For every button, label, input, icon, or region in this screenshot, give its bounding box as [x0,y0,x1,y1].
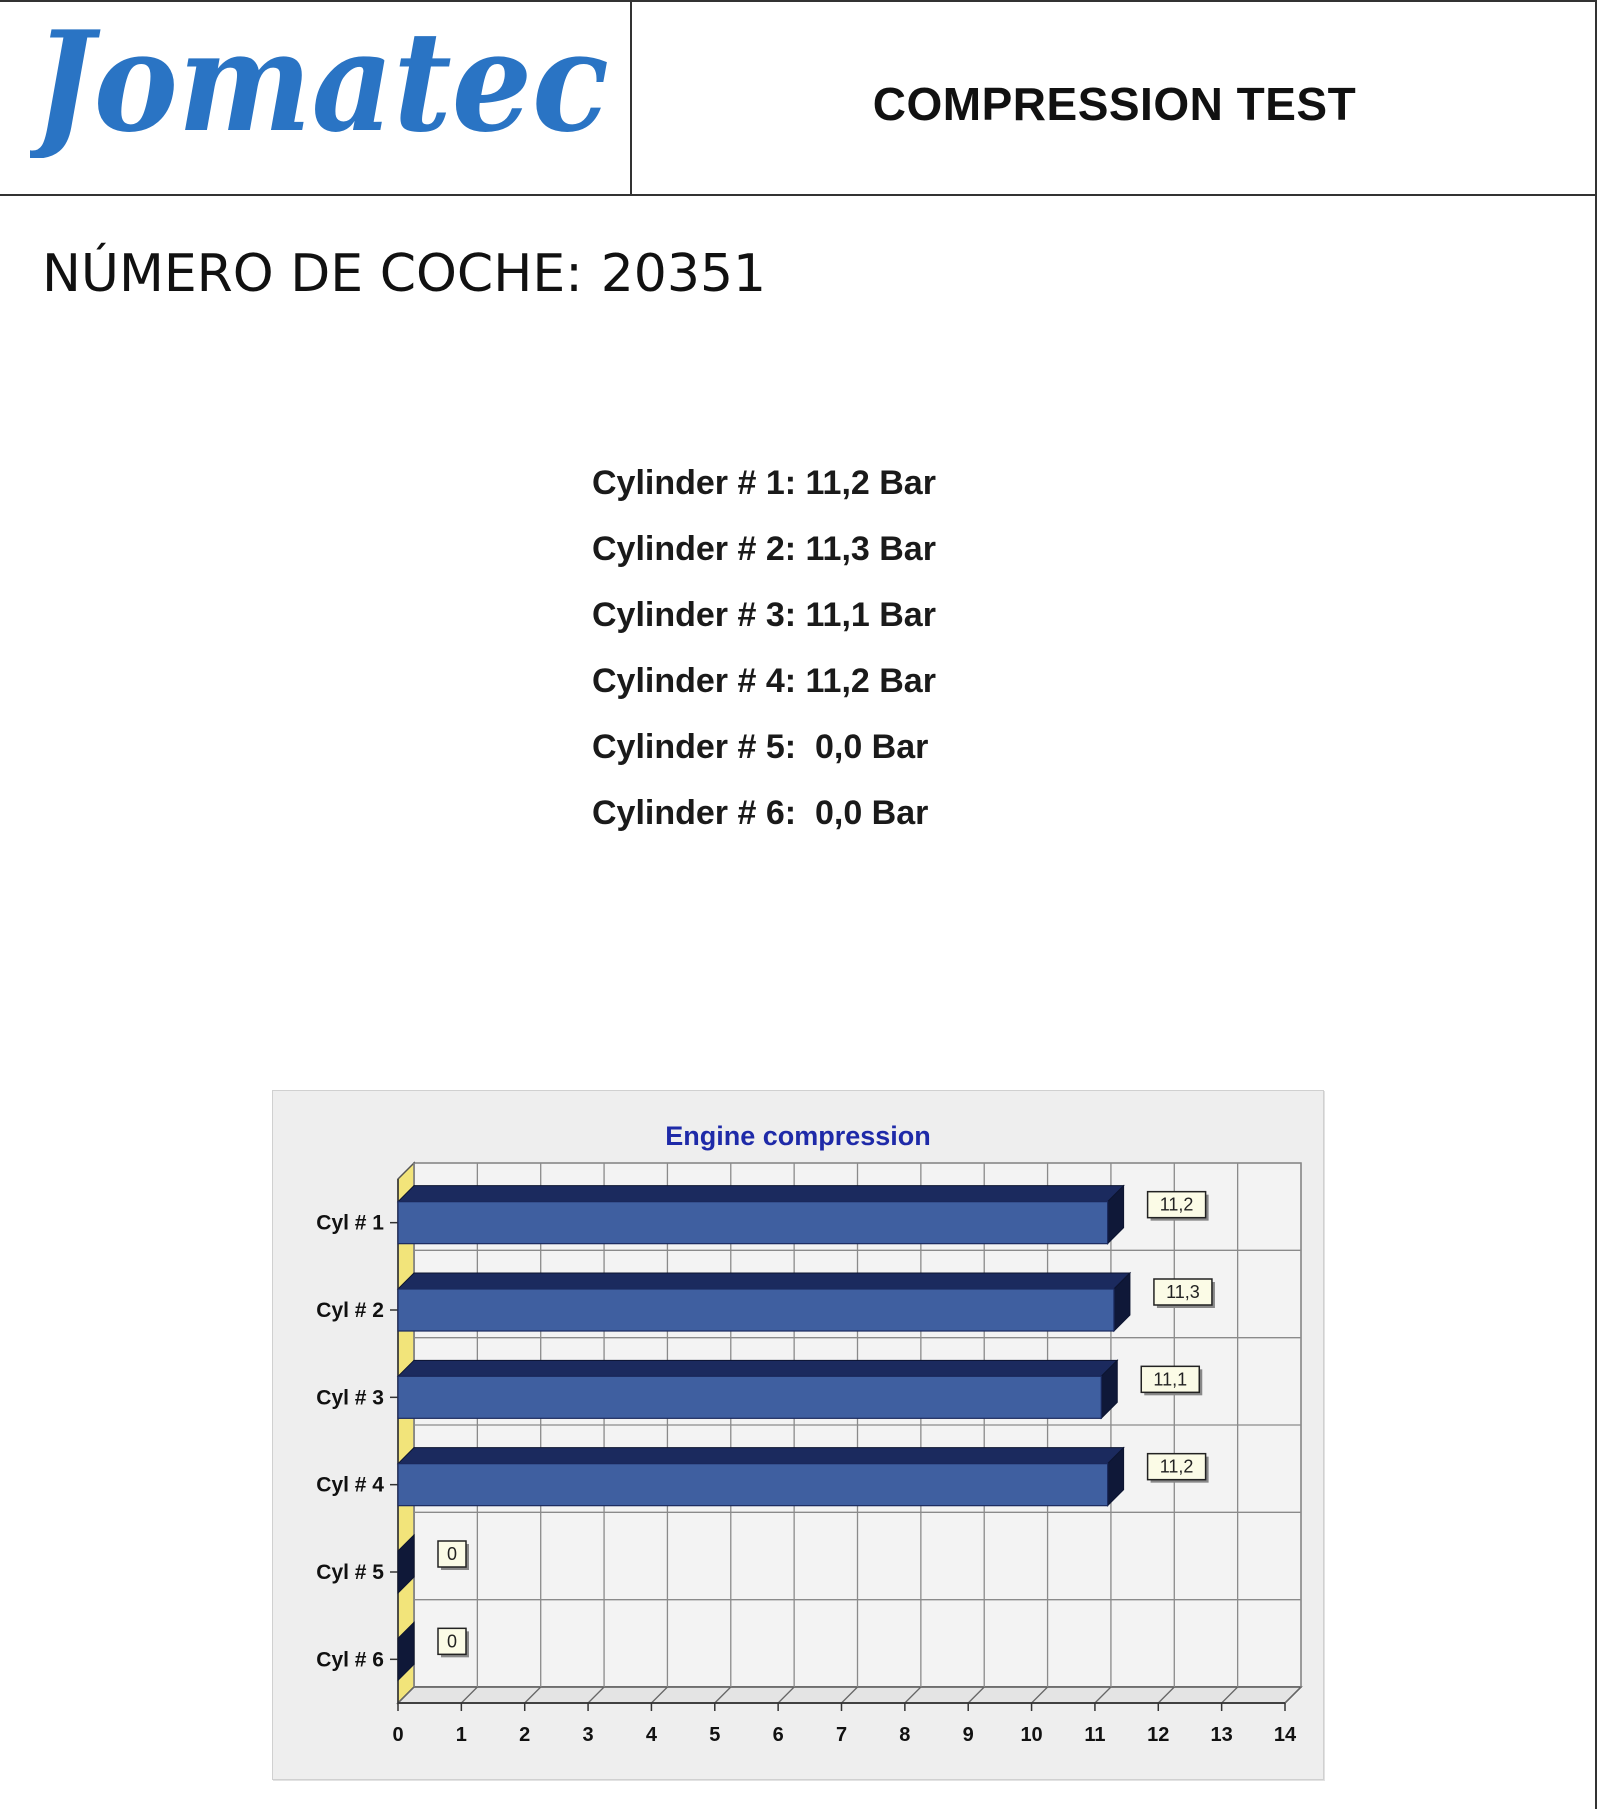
logo-wordmark: Jomatec [30,8,609,158]
x-tick-label: 4 [645,1724,657,1746]
car-number-line [42,244,766,304]
chart-title: Engine compression [665,1121,931,1151]
bar [398,1464,1108,1506]
value-label: 11,2 [1159,1456,1194,1477]
bar-top [398,1186,1124,1202]
x-tick-label: 10 [1020,1724,1043,1746]
cylinder-reading: Cylinder # 2: 11,3 Bar [592,530,936,568]
bar-top [398,1360,1117,1376]
x-tick-label: 3 [582,1724,594,1746]
category-label: Cyl # 2 [316,1299,384,1322]
cylinder-reading: Cylinder # 4: 11,2 Bar [592,662,936,700]
cylinder-reading: Cylinder # 1: 11,2 Bar [592,464,936,502]
value-label: 0 [446,1544,458,1564]
value-label: 11,2 [1159,1194,1194,1215]
cylinder-readings-list [592,464,936,860]
x-tick-label: 8 [899,1724,911,1746]
category-label: Cyl # 6 [316,1648,384,1672]
engine-compression-chart [272,1090,1324,1780]
value-label: 0 [446,1631,458,1652]
bar [398,1202,1108,1244]
x-tick-label: 7 [835,1724,848,1746]
x-tick-label: 0 [392,1724,404,1746]
chart-canvas [273,1091,1323,1779]
value-label: 11,3 [1166,1282,1200,1302]
x-tick-label: 2 [519,1724,531,1746]
bar-top [398,1448,1124,1464]
car-number-value: 20351 [600,244,767,304]
x-tick-label: 6 [772,1724,784,1746]
cylinder-reading: Cylinder # 5: 0,0 Bar [592,728,929,766]
cylinder-reading: Cylinder # 6: 0,0 Bar [592,794,929,832]
category-label: Cyl # 1 [316,1211,384,1235]
company-logo [30,8,620,158]
x-tick-label: 9 [962,1724,974,1746]
document-title: COMPRESSION TEST [872,78,1357,130]
cylinder-reading: Cylinder # 3: 11,1 Bar [592,596,936,634]
bar [398,1289,1114,1331]
bar [398,1376,1101,1418]
bar-top [398,1273,1130,1289]
page-right-border [1595,196,1597,1809]
x-tick-label: 1 [455,1724,467,1746]
x-tick-label: 5 [709,1724,721,1746]
category-label: Cyl # 3 [316,1386,384,1410]
car-number-label: NÚMERO DE COCHE: [42,244,583,304]
x-tick-label: 13 [1210,1724,1233,1746]
x-tick-label: 11 [1084,1724,1106,1746]
value-label: 11,1 [1153,1369,1188,1390]
category-label: Cyl # 4 [316,1473,384,1497]
category-label: Cyl # 5 [316,1561,384,1584]
x-tick-label: 12 [1147,1724,1170,1746]
x-tick-label: 14 [1273,1724,1297,1746]
